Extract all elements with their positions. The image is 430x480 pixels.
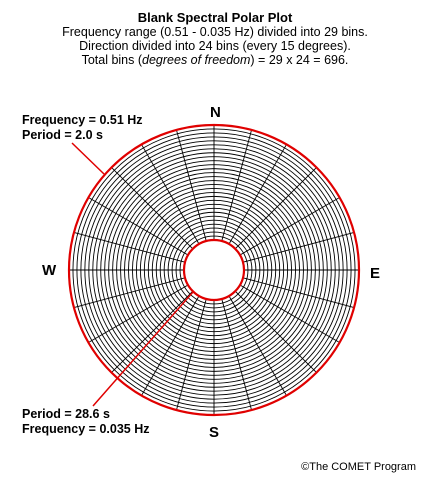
total-bins-italic: degrees of freedom [142,53,251,67]
inner-boundary-circle [184,240,244,300]
inner-frequency-label: Frequency = 0.035 Hz [22,422,150,436]
plot-title: Blank Spectral Polar Plot [137,10,293,25]
compass-south-label: S [209,424,220,441]
compass-north-label: N [210,104,221,121]
outer-frequency-label: Frequency = 0.51 Hz [22,113,143,127]
compass-west-label: W [42,262,57,279]
direction-bins-text: Direction divided into 24 bins (every 15 degrees). [79,39,351,53]
frequency-range-text: Frequency range (0.51 - 0.035 Hz) divided into 29 bins. [62,25,368,39]
copyright-credit: ©The COMET Program [301,461,416,473]
compass-east-label: E [370,265,381,282]
total-bins-prefix: Total bins ( [81,53,143,67]
inner-period-label: Period = 28.6 s [22,407,110,421]
total-bins-suffix: ) = 29 x 24 = 696. [250,53,349,67]
outer-period-label: Period = 2.0 s [22,128,103,142]
outer-leader-line [72,143,104,174]
